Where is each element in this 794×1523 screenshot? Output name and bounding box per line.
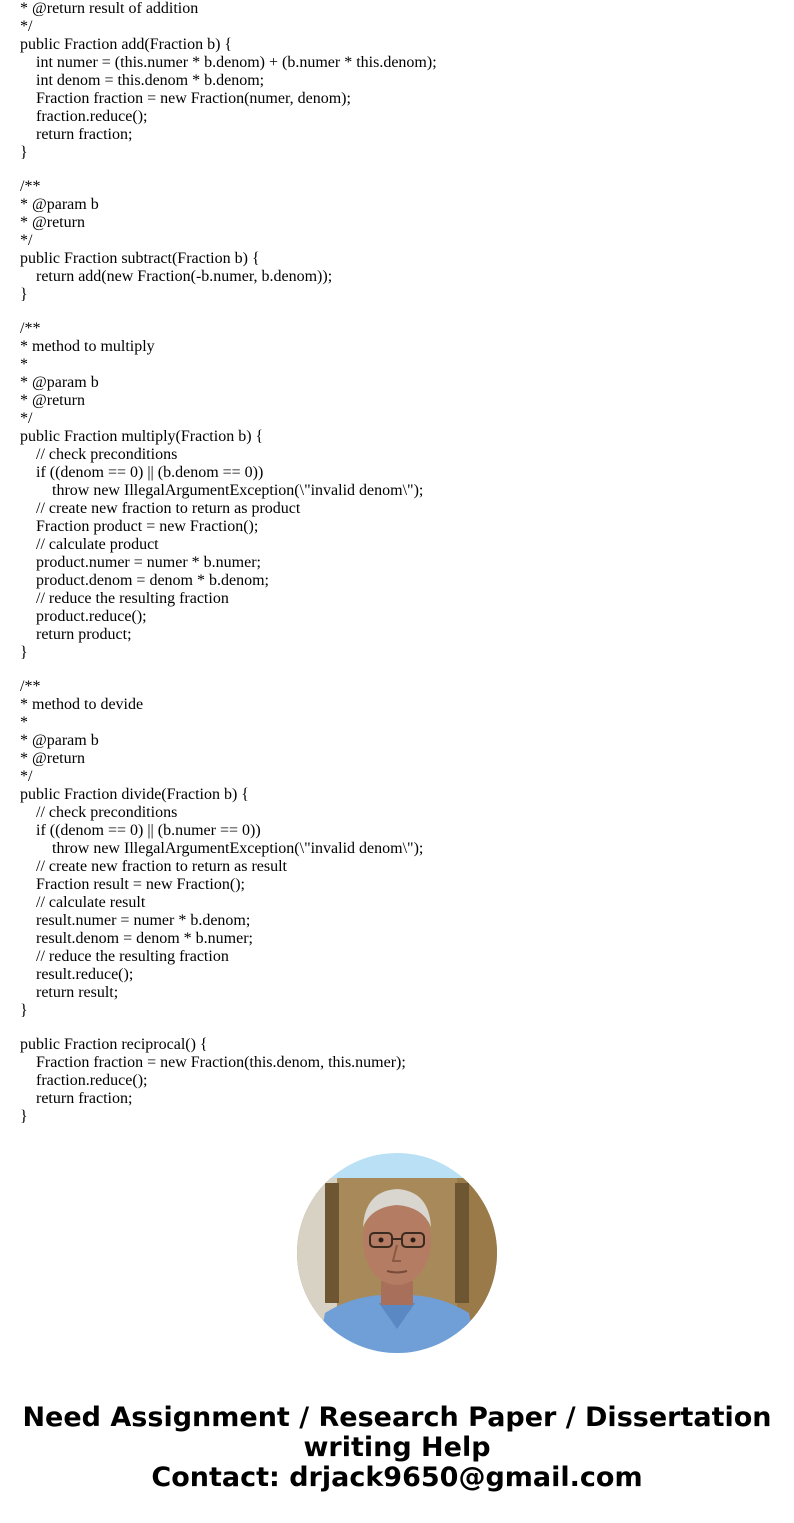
code-line: * [20,356,28,373]
code-line: // check preconditions [36,446,178,463]
code-line: result.numer = numer * b.denom; [36,912,251,929]
code-line: // check preconditions [36,804,178,821]
code-line: fraction.reduce(); [36,108,148,125]
blank-line [20,1020,780,1036]
code-line: product.denom = denom * b.denom; [36,572,269,589]
code-line: * @param b [20,196,99,213]
code-line: * @param b [20,374,99,391]
code-line: * @return result of addition [20,0,199,17]
code-line: // create new fraction to return as result [36,858,287,875]
author-photo [297,1153,497,1353]
code-line: } [20,1002,28,1019]
code-line: public Fraction add(Fraction b) { [20,36,233,53]
code-line: int numer = (this.numer * b.denom) + (b.numer * this.denom); [36,54,437,71]
code-line: result.denom = denom * b.numer; [36,930,253,947]
blank-line [20,162,780,178]
code-line: return fraction; [36,1090,133,1107]
code-line: int denom = this.denom * b.denom; [36,72,265,89]
code-line: public Fraction divide(Fraction b) { [20,786,249,803]
code-line: public Fraction multiply(Fraction b) { [20,428,264,445]
code-line: // calculate result [36,894,146,911]
promo-line: Need Assignment / Research Paper / Dissertation [22,1402,772,1433]
code-line: // create new fraction to return as product [36,500,301,517]
code-line: if ((denom == 0) || (b.numer == 0)) [36,822,261,839]
code-line: public Fraction subtract(Fraction b) { [20,250,260,267]
code-line: * @param b [20,732,99,749]
code-line: } [20,286,28,303]
blank-line [20,662,780,678]
code-line: } [20,144,28,161]
code-line: product.reduce(); [36,608,147,625]
code-line: Fraction fraction = new Fraction(this.denom, this.numer); [36,1054,406,1071]
code-line: return fraction; [36,126,133,143]
code-line: * method to multiply [20,338,155,355]
code-line: fraction.reduce(); [36,1072,148,1089]
code-line: */ [20,18,33,35]
code-line: public Fraction reciprocal() { [20,1036,208,1053]
code-line: return result; [36,984,119,1001]
code-line: // calculate product [36,536,159,553]
code-line: // reduce the resulting fraction [36,590,229,607]
code-line: result.reduce(); [36,966,134,983]
code-line: * @return [20,392,85,409]
code-line: * @return [20,214,85,231]
promo-line: writing Help [303,1432,491,1463]
code-line: throw new IllegalArgumentException(\"invalid denom\"); [52,482,424,499]
code-line: */ [20,410,33,427]
code-line: /** [20,320,41,337]
code-line: Fraction fraction = new Fraction(numer, denom); [36,90,351,107]
code-line: return product; [36,626,132,643]
code-line: * method to devide [20,696,144,713]
promo-contact: Contact: drjack9650@gmail.com [151,1462,643,1493]
code-line: } [20,1108,28,1125]
code-line: Fraction result = new Fraction(); [36,876,245,893]
code-line: /** [20,678,41,695]
code-line: } [20,644,28,661]
code-line: Fraction product = new Fraction(); [36,518,259,535]
code-line: product.numer = numer * b.numer; [36,554,261,571]
code-line: /** [20,178,41,195]
code-line: return add(new Fraction(-b.numer, b.denom)); [36,268,333,285]
blank-line [20,304,780,320]
code-line: * @return [20,750,85,767]
code-line: */ [20,768,33,785]
promo-banner [0,1403,794,1493]
code-line: throw new IllegalArgumentException(\"invalid denom\"); [52,840,424,857]
code-line: * [20,714,28,731]
code-line: // reduce the resulting fraction [36,948,229,965]
code-line: if ((denom == 0) || (b.denom == 0)) [36,464,264,481]
code-line: */ [20,232,33,249]
code-listing [20,0,780,1126]
